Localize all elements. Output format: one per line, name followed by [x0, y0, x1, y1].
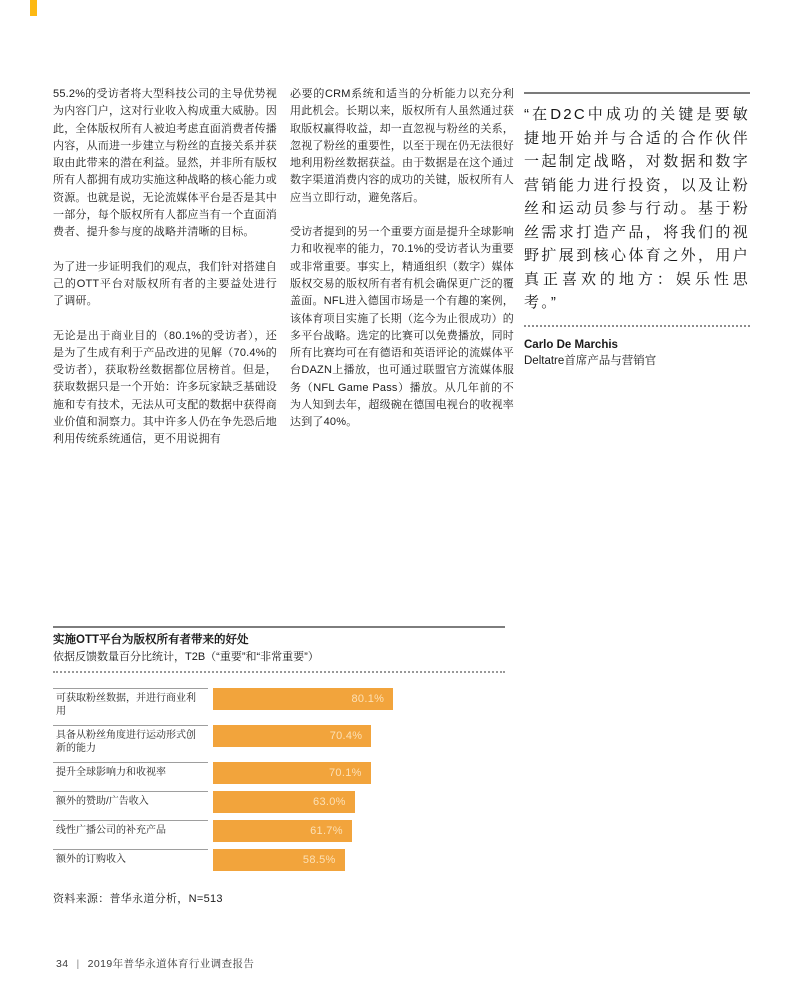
chart-row — [53, 820, 505, 842]
chart-row — [53, 725, 505, 755]
page-number: 34 — [56, 957, 69, 970]
benefits-bar-chart — [53, 626, 505, 906]
chart-bar — [213, 791, 355, 813]
chart-bar-label: 提升全球影响力和收视率 — [53, 762, 208, 780]
body-column-2 — [290, 86, 514, 449]
chart-bar — [213, 820, 352, 842]
paragraph: 无论是出于商业目的（80.1%的受访者），还是为了生成有利于产品改进的见解（70.4%的受访者），获取粉丝数据都位居榜首。但是，获取数据只是一个开始：许多玩家缺乏基础设施和专有技术，无法从可支配的数据中获得商业价值和洞察力。其中许多人仍在争先恐后地利用传统系统通信，更不用说拥有 — [53, 329, 277, 446]
chart-bar-label: 具备从粉丝角度进行运动形式创新的能力 — [53, 725, 208, 755]
footer-divider: | — [76, 957, 80, 970]
footer-report-title: 2019年普华永道体育行业调查报告 — [87, 958, 255, 970]
paragraph: 为了进一步证明我们的观点，我们针对搭建自己的OTT平台对版权所有者的主要益处进行了调研。 — [53, 260, 277, 308]
chart-bar-label: 线性广播公司的补充产品 — [53, 820, 208, 838]
chart-bar-value: 61.7% — [310, 825, 343, 837]
chart-bar — [213, 849, 345, 871]
chart-row — [53, 762, 505, 784]
chart-row — [53, 688, 505, 718]
chart-bar-label: 额外的赞助/广告收入 — [53, 791, 208, 809]
chart-title: 实施OTT平台为版权所有者带来的好处 — [53, 634, 249, 646]
page-footer — [56, 956, 254, 971]
chart-source-note: 资料来源：普华永道分析，N=513 — [53, 893, 223, 905]
body-column-1 — [53, 86, 277, 466]
chart-subtitle: 依据反馈数量百分比统计，T2B（“重要”和“非常重要”） — [53, 650, 505, 673]
chart-bar-value: 63.0% — [313, 796, 346, 808]
chart-bar-label: 可获取粉丝数据，并进行商业利用 — [53, 688, 208, 718]
chart-bar — [213, 688, 393, 710]
chart-bar-label: 额外的订购收入 — [53, 849, 208, 867]
pull-quote-text: “在D2C中成功的关键是要敏捷地开始并与合适的合作伙伴一起制定战略，对数据和数字营销能力进行投资，以及让粉丝和运动员参与行动。基于粉丝需求打造产品，将我们的视野扩展到核心体育之外，用户真正喜欢的地方：娱乐性思考。” — [524, 103, 750, 327]
chart-bar-value: 80.1% — [351, 693, 385, 705]
chart-row — [53, 849, 505, 871]
chart-bar-value: 58.5% — [302, 854, 336, 866]
chart-row — [53, 791, 505, 813]
chart-bar-value: 70.1% — [329, 767, 362, 779]
chart-bar-value: 70.4% — [329, 730, 363, 742]
chart-bar — [213, 725, 371, 747]
quote-author-title: Deltatre首席产品与营销官 — [524, 354, 657, 367]
paragraph: 受访者提到的另一个重要方面是提升全球影响力和收视率的能力，70.1%的受访者认为重要或非常重要。事实上，精通组织（数字）媒体版权交易的版权所有者有机会确保更广泛的覆盖面。NFL进入德国市场是一个有趣的案例，该体育项目实施了长期（迄今为止很成功）的多平台战略。选定的比赛可以免费播放，同时所有比赛均可在有德语和英语评论的流媒体平台DAZN上播放，也可通过联盟官方流媒体服务（NFL Game Pass）播放。从几年前的不为人知到去年，超级碗在德国电视台的收视率达到了40%。 — [290, 226, 514, 429]
chart-bar — [213, 762, 371, 784]
quote-author-name: Carlo De Marchis — [524, 338, 618, 351]
page-corner-accent — [30, 0, 37, 16]
paragraph: 55.2%的受访者将大型科技公司的主导优势视为内容门户，这对行业收入构成重大威胁。因此，全体版权所有人被迫考虑直面消费者传播内容，从而进一步建立与粉丝的直接关系并获取由此带来的潜在利益。显然，并非所有版权所有人都拥有成功实施这种战略的核心能力或资源。也就是说，无论流媒体平台是否是其中一部分，每个版权所有人都应当有一个直面消费者、提升参与度的战略并清晰的目标。 — [53, 88, 277, 239]
paragraph: 必要的CRM系统和适当的分析能力以充分利用此机会。长期以来，版权所有人虽然通过获取版权赢得收益，却一直忽视与粉丝的关系，忽视了粉丝的重要性，以至于现在仍无法很好地利用粉丝数据获益。由于数据是在这个通过数字渠道消费内容的成功的关键，版权所有人应当立即行动，避免落后。 — [290, 88, 514, 204]
pull-quote — [524, 92, 750, 369]
chart-rows — [53, 688, 505, 871]
